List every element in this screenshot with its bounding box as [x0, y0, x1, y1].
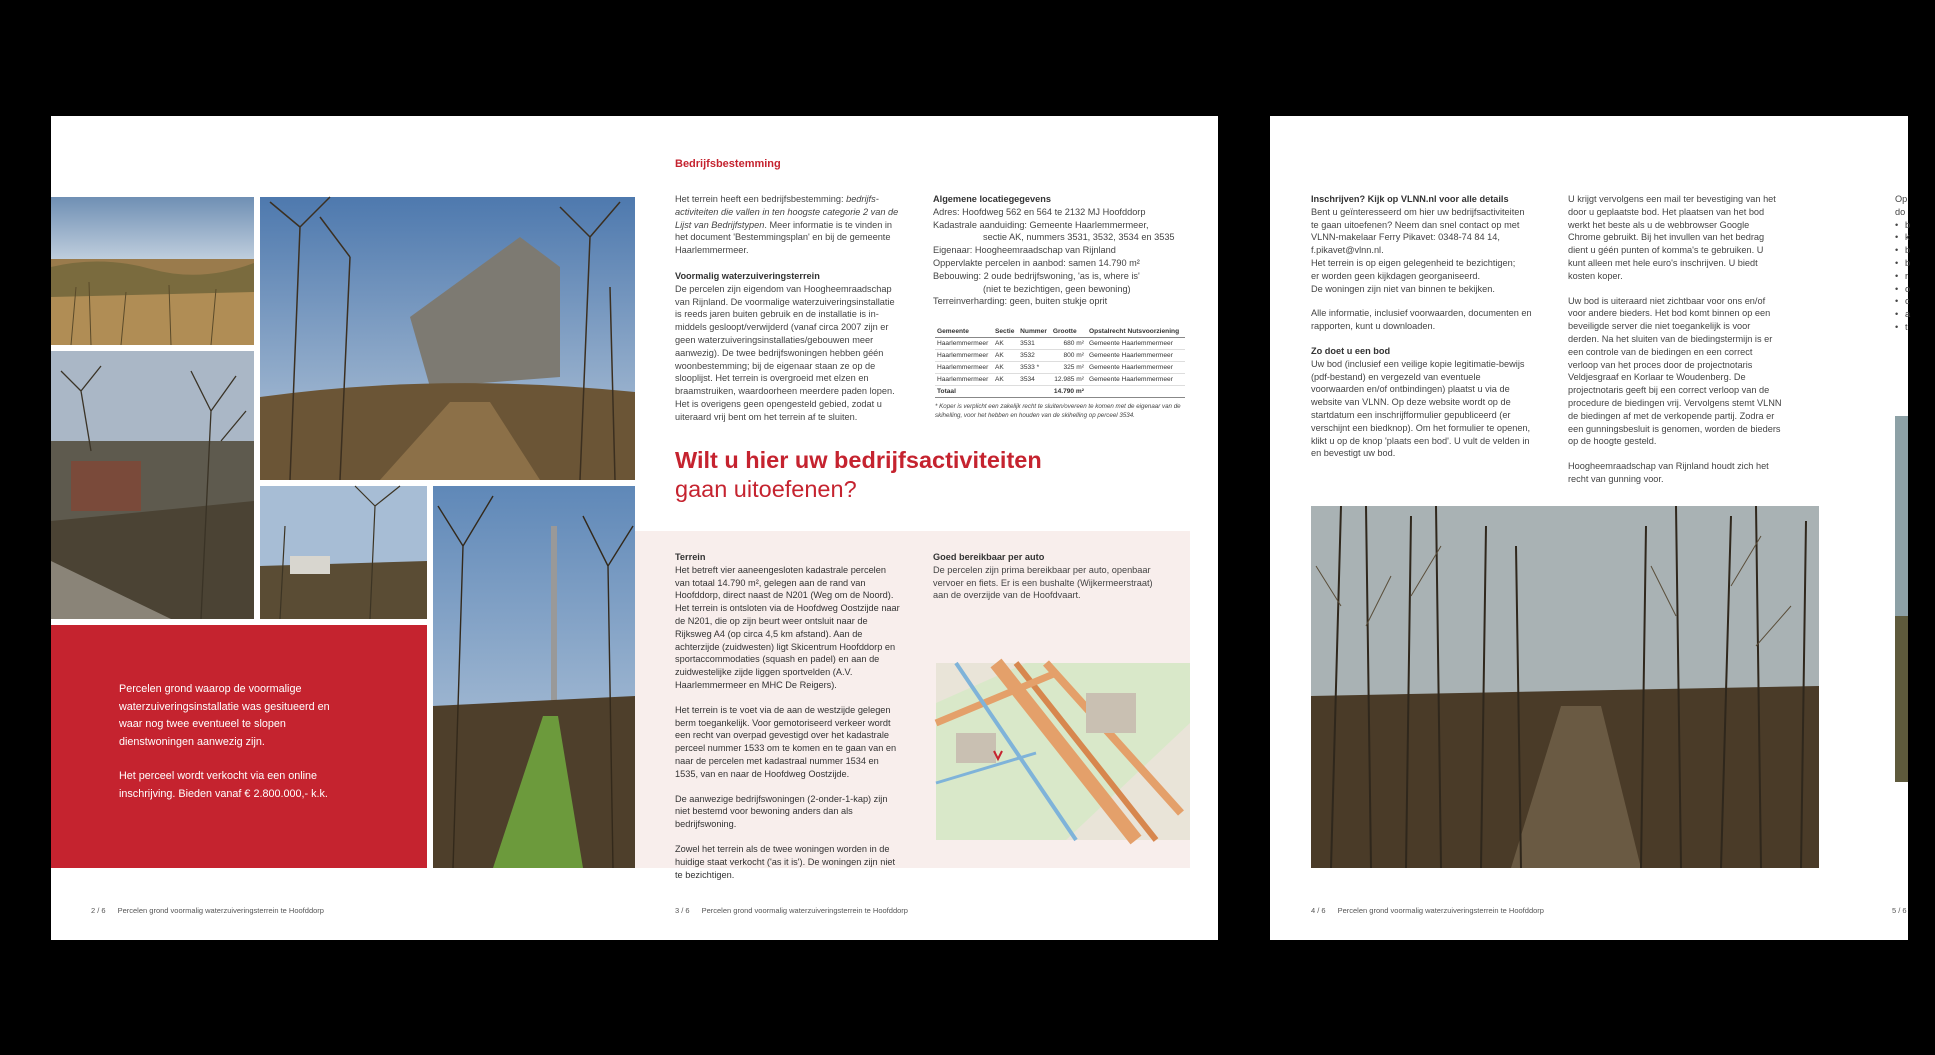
- photo-path-antenna: [433, 486, 635, 868]
- voormalig-body: De percelen zijn eigendom van Hoogheemraadschap van Rijnland. De voormalige waterzuiveringsinstallatie is reeds jaren buiten gebruik en de installatie is in-middels gesloopt/verwijderd (vanaf circa 2007 zijn er geen waterzuiveringsinstallaties/gebouwen meer aanwezig). De twee bedrijfswoningen hebben géén woonbestemming; bij de eigenaar staan ze op de slooplijst. Het terrein is overgroeid met elzen en braamstruiken, waardoorheen meerdere paden lopen. Het is overigens geen opengesteld gebied, zodat u uiteraard vrij bent om het terrein af te sluiten.: [675, 283, 895, 422]
- cut-off-column: Op do • b • k • b • b • r • o • c • a • t: [1895, 193, 1935, 334]
- photo-reed-field: [51, 197, 254, 345]
- spread-left: [51, 116, 1218, 940]
- table-row: Haarlemmermeer AK 3534 12.985 m² Gemeente Haarlemmermeer: [935, 374, 1185, 386]
- location-map: [936, 663, 1190, 840]
- kadastrale-tabel: [935, 326, 1185, 420]
- photo-cut-right: [1895, 416, 1908, 782]
- table-total-row: Totaal 14.790 m²: [935, 386, 1185, 398]
- photo-concrete-ruin: [260, 197, 635, 480]
- voormalig-heading: Voormalig waterzuiveringsterrein: [675, 270, 820, 281]
- intro-text: Het terrein heeft een bedrijfsbestemming: bedrijfs-activiteiten die vallen in ten hoogste categorie 2 van de Lijst van Bedrijfstypen. Meer informatie is te vinden in het document 'Bestemmingsplan' en bij de gemeente Haarlemmermeer. Voormalig waterzuiveringsterrein De percelen zijn eigendom van Hoogheemraadschap van Rijnland. De voormalige waterzuiveringsinstallatie is reeds jaren buiten gebruik en de installatie is in-middels gesloopt/verwijderd (vanaf circa 2007 zijn er geen waterzuiveringsinstallaties/gebouwen meer aanwezig). De twee bedrijfswoningen hebben géén woonbestemming; bij de eigenaar staan ze op de slooplijst. Het terrein is overgroeid met elzen en braamstruiken, waardoorheen meerdere paden lopen. Het is overigens geen opengesteld gebied, zodat u uiteraard vrij bent om het terrein af te sluiten.: [675, 194, 899, 422]
- section-heading-bedrijfsbestemming: Bedrijfsbestemming: [675, 158, 781, 170]
- footer-page-4: 4 / 6 Percelen grond voormalig waterzuiveringsterrein te Hoofddorp: [1311, 906, 1544, 915]
- bereikbaar-heading: Goed bereikbaar per auto: [933, 552, 1045, 562]
- spread-right: [1270, 116, 1911, 940]
- terrein-panel: [635, 531, 1190, 880]
- red-info-box: [51, 625, 427, 868]
- footer-page-5: 5 / 6: [1892, 906, 1907, 915]
- terrein-p3: De aanwezige bedrijfswoningen (2-onder-1-kap) zijn niet bestemd voor bewoning anders dan als bedrijfswoning.: [675, 793, 888, 830]
- photo-forest-path: [1311, 506, 1819, 868]
- footer-page-3: 3 / 6 Percelen grond voormalig waterzuiveringsterrein te Hoofddorp: [675, 906, 908, 915]
- inschrijven-heading: Inschrijven? Kijk op VLNN.nl voor alle details: [1311, 194, 1509, 204]
- inschrijven-column: Inschrijven? Kijk op VLNN.nl voor alle details Bent u geïnteresseerd om hier uw bedrijfsactiviteiten te gaan uitoefenen? Neem dan snel contact op met VLNN-makelaar Ferry Pikavet: 0348-74 84 14, f.pikavet@vlnn.nl. Het terrein is op eigen gelegenheid te bezichtigen; er worden geen kijkdagen georganiseerd. De woningen zijn niet van binnen te bekijken. Alle informatie, inclusief voorwaarden, documenten en rapporten, kunt u downloaden. Zo doet u een bod Uw bod (inclusief een veilige kopie legitimatie-bewijs (pdf-bestand) en vergezeld van eventuele voorwaarden en/of ontbindingen) plaatst u via de website van VLNN. Op deze website wordt op de startdatum een inschrijfformulier gepubliceerd (er verschijnt een biedknop). Om het formulier te openen, klikt u op de knop 'plaats een bod'. U vult de velden in en bevestigt uw bod.: [1311, 193, 1536, 460]
- table-row: Haarlemmermeer AK 3531 680 m² Gemeente Haarlemmermeer: [935, 338, 1185, 350]
- terrein-heading: Terrein: [675, 552, 706, 562]
- terrein-p1: Het betreft vier aaneengesloten kadastrale percelen van totaal 14.790 m², gelegen aan de rand van Hoofddorp, direct naast de N201 (Weg om de Noord). Het terrein is ontsloten via de Hoofdweg Oostzijde naar de N201, die op zijn beurt weer ontsluit naar de Rijksweg A4 (op circa 4,5 km afstand). Aan de achterzijde (zuidwesten) ligt Skicentrum Hoofddorp en sportaccommodaties (squash en padel) en aan de zuidwestelijke zijde liggen sportvelden (A.V. Haarlemmermeer en MHC De Reigers).: [675, 564, 900, 690]
- locatiegegevens: Algemene locatiegegevens Adres: Hoofdweg 562 en 564 te 2132 MJ Hoofddorp Kadastrale aanduiding: Gemeente Haarlemmermeer, sectie AK, nummers 3531, 3532, 3534 en 3535 Eigenaar: Hoogheemraadschap van Rijnland Oppervlakte percelen in aanbod: samen 14.790 m² Bebouwing: 2 oude bedrijfswoning, 'as is, where is' (niet te bezichtigen, geen bewoning) Terreinverharding: geen, buiten stukje oprit: [933, 193, 1198, 308]
- footer-page-2: 2 / 6 Percelen grond voormalig waterzuiveringsterrein te Hoofddorp: [91, 906, 324, 915]
- main-headline: Wilt u hier uw bedrijfsactiviteiten gaan uitoefenen?: [675, 447, 1042, 502]
- table-footnote: * Koper is verplicht een zakelijk recht te sluiten/overeen te komen met de eigenaar van de skihelling, voor het hebben en houden van de skihelling op perceel 3534.: [935, 403, 1181, 419]
- red-box-text-1: Percelen grond waarop de voormalige waterzuiveringsinstallatie was gesitueerd en waar nog twee eventueel te slopen dienstwoningen aanwezig zijn.: [119, 683, 330, 748]
- table-row: Haarlemmermeer AK 3532 800 m² Gemeente Haarlemmermeer: [935, 350, 1185, 362]
- procedure-column: U krijgt vervolgens een mail ter bevestiging van het door u geplaatste bod. Het plaatsen van het bod werkt het beste als u de webbrowser Google Chrome gebruikt. Bij het invullen van het bedrag dient u géén punten of komma's te gebruiken. U kunt alleen met hele euro's inschrijven. U biedt kosten koper. Uw bod is uiteraard niet zichtbaar voor ons en/of voor andere bieders. Het bod komt binnen op een beveiligde server die niet toegankelijk is voor derden. Na het sluiten van de biedingstermijn is er een controle van de biedingen en een correct verloop van het proces door de projectnotaris Veldjesgraaf en Korlaar te Woudenberg. De projectnotaris geeft bij een correct verloop van de procedure de biedingen vrij. Vervolgens stemt VLNN de biedingen af met de verkopende partij. Zodra er een gunningsbesluit is genomen, worden de bieders op de hoogte gesteld. Hoogheemraadschap van Rijnland houdt zich het recht van gunning voor.: [1568, 194, 1782, 484]
- red-box-text-2: Het perceel wordt verkocht via een online inschrijving. Bieden vanaf € 2.800.000,- k.k.: [119, 770, 328, 800]
- photo-trees-park: [260, 486, 427, 619]
- bod-heading: Zo doet u een bod: [1311, 345, 1391, 356]
- terrein-p4: Zowel het terrein als de twee woningen worden in de huidige staat verkocht ('as it is'). De woningen zijn niet te bezichtigen.: [675, 843, 896, 880]
- locatie-heading: Algemene locatiegegevens: [933, 194, 1051, 204]
- bereikbaar-body: De percelen zijn prima bereikbaar per auto, openbaar vervoer en fiets. Er is een bushalte (Wijkermeerstraat) aan de overzijde van de Hoofdvaart.: [933, 564, 1153, 601]
- bod-body: Uw bod (inclusief een veilige kopie legitimatie-bewijs (pdf-bestand) en vergezeld van eventuele voorwaarden en/of ontbindingen) plaatst u via de website van VLNN. Op deze website wordt op de startdatum een inschrijfformulier gepubliceerd (er verschijnt een biedknop). Om het formulier te openen, klikt u op de knop 'plaats een bod'. U vult de velden in en bevestigt uw bod.: [1311, 358, 1531, 459]
- table-header-row: Gemeente Sectie Nummer Grootte Opstalrecht Nutsvoorziening: [935, 326, 1185, 338]
- terrein-p2: Het terrein is te voet via de aan de westzijde gelegen berm toegankelijk. Voor gemotoriseerd verkeer wordt een recht van overpad gevestigd over het kadastrale perceel nummer 1533 om te komen en te gaan van en naar de percelen met kadastraal nummer 1534 en 1535, van en naar de Hoofdweg Oostzijde.: [675, 704, 897, 779]
- photo-garden-houses: [51, 351, 254, 619]
- table-row: Haarlemmermeer AK 3533 * 325 m² Gemeente Haarlemmermeer: [935, 362, 1185, 374]
